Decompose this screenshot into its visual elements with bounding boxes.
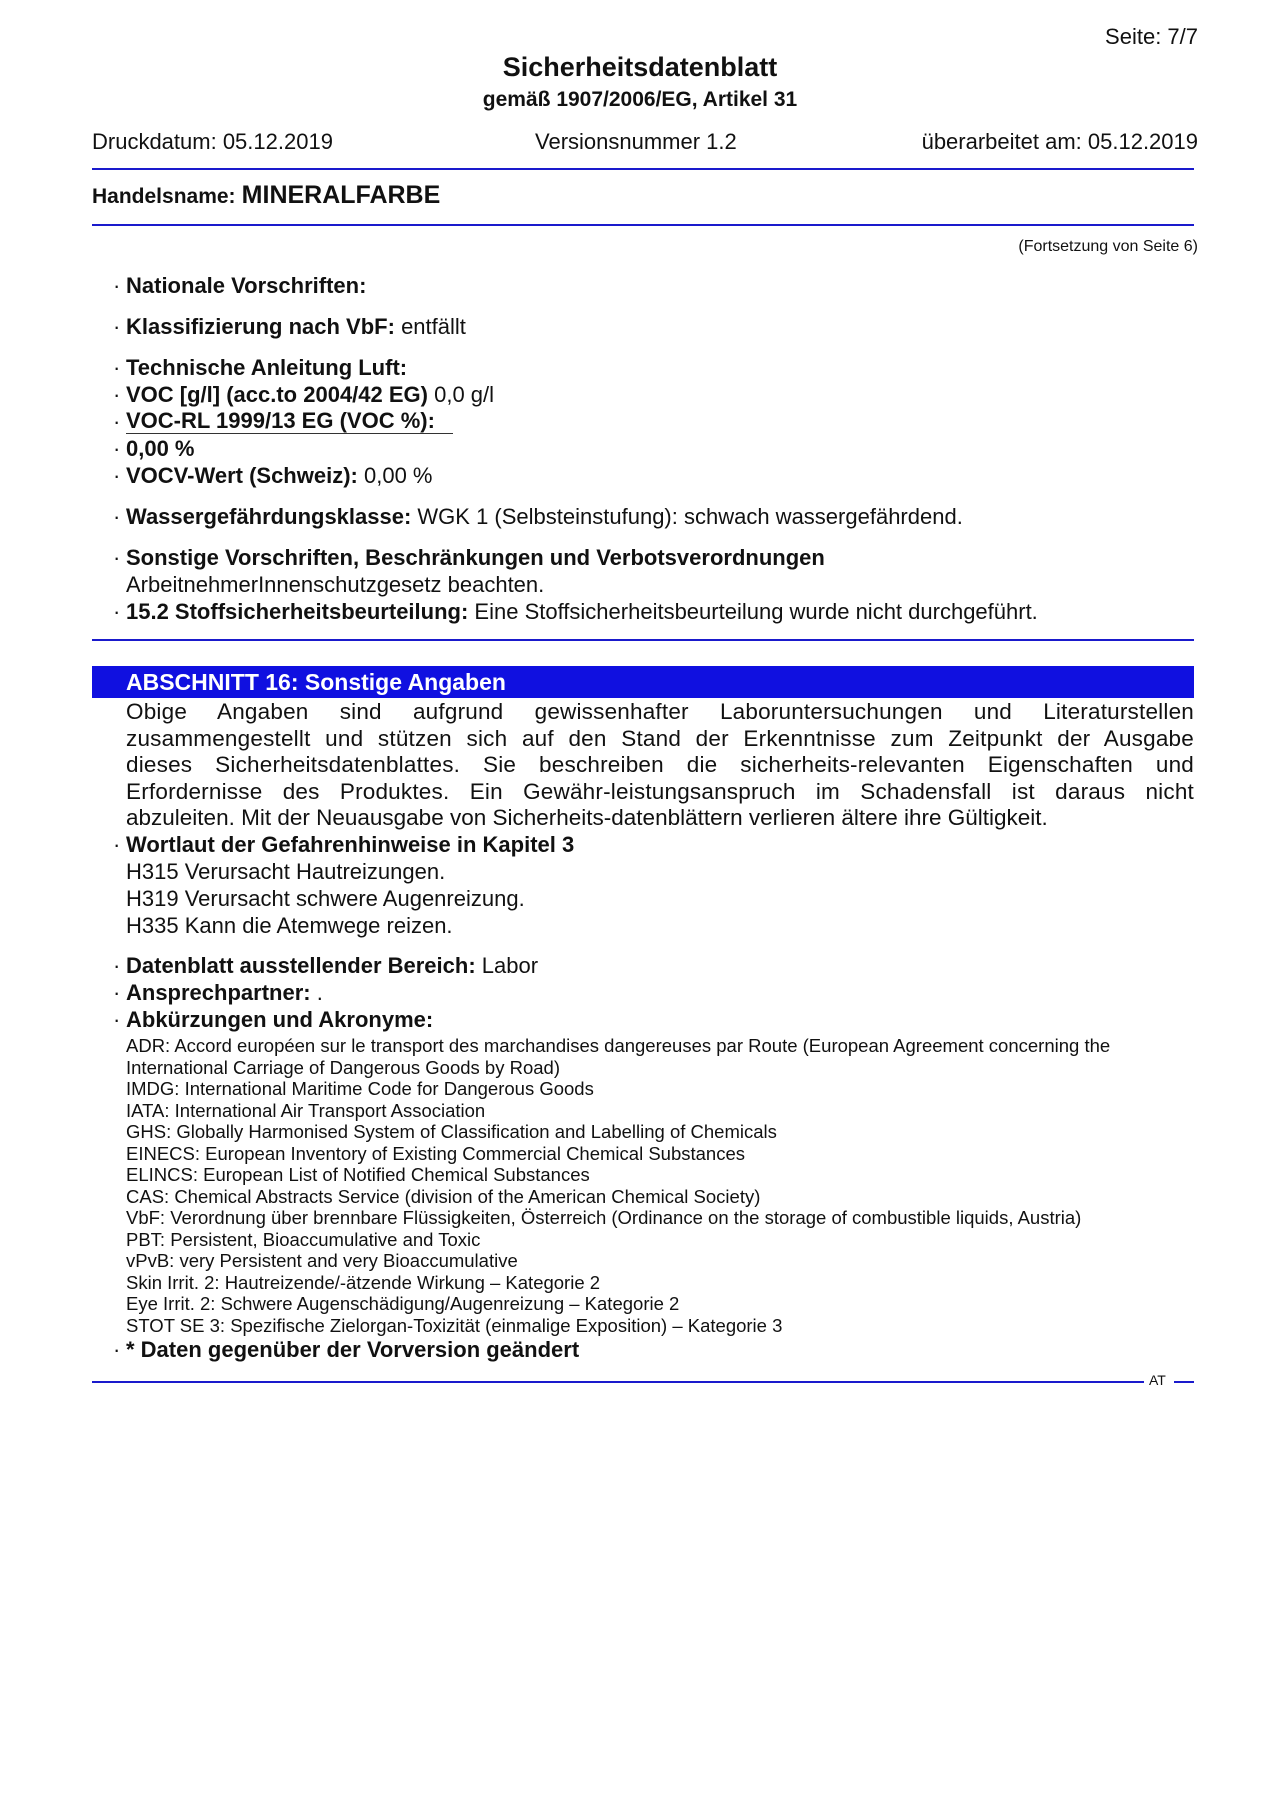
bullet: · xyxy=(113,599,121,624)
csa-value: Eine Stoffsicherheitsbeurteilung wurde nicht durchgeführt. xyxy=(474,599,1038,624)
voc-percent-value: 0,00 % xyxy=(126,436,195,461)
country-code: AT xyxy=(1149,1372,1166,1388)
abbreviation-line: EINECS: European Inventory of Existing Commercial Chemical Substances xyxy=(126,1142,745,1164)
abbreviation-line: International Carriage of Dangerous Goods by Road) xyxy=(126,1056,560,1078)
contact-value: . xyxy=(316,980,323,1005)
issuer-label: Datenblatt ausstellender Bereich: xyxy=(126,953,476,978)
changed-data-note: * Daten gegenüber der Vorversion geändert xyxy=(126,1337,580,1362)
voc-label: VOC [g/l] (acc.to 2004/42 EG) xyxy=(126,382,428,407)
vbf-label: Klassifizierung nach VbF: xyxy=(126,314,395,339)
bullet: · xyxy=(113,1007,121,1032)
section-15-end-rule xyxy=(92,639,1194,641)
document-title: Sicherheitsdatenblatt xyxy=(502,52,778,82)
bullet: · xyxy=(113,1337,121,1362)
abbreviation-line: ADR: Accord européen sur le transport des marchandises dangereuses par Route (European Agreement concerning the xyxy=(126,1035,1111,1056)
other-regulations-heading: Sonstige Vorschriften, Beschränkungen und Verbotsverordnungen xyxy=(126,545,825,570)
trade-name-rule xyxy=(92,224,1194,226)
vocv-value: 0,00 % xyxy=(363,463,433,488)
wgk-row xyxy=(126,504,963,530)
abbreviation-line: PBT: Persistent, Bioaccumulative and Toxic xyxy=(126,1228,481,1250)
print-date: Druckdatum: 05.12.2019 xyxy=(92,129,333,154)
paragraph-line: Erfordernisse des Produktes. Ein Gewähr-leistungsanspruch im Schadensfall ist daraus nicht xyxy=(126,778,1194,804)
bullet: · xyxy=(113,504,121,529)
issuer-value: Labor xyxy=(481,953,539,978)
page-number: Seite: 7/7 xyxy=(1105,24,1198,49)
wgk-value: WGK 1 (Selbsteinstufung): schwach wassergefährdend. xyxy=(417,504,963,529)
voc-rl-heading: VOC-RL 1999/13 EG (VOC %): xyxy=(126,409,453,434)
footer-rule-end xyxy=(1174,1381,1194,1383)
abbreviation-line: IATA: International Air Transport Association xyxy=(126,1099,486,1121)
paragraph-line: Obige Angaben sind aufgrund gewissenhafter Laboruntersuchungen und Literaturstellen xyxy=(126,699,1194,724)
wgk-label: Wassergefährdungsklasse: xyxy=(126,504,412,529)
hazard-statement: H335 Kann die Atemwege reizen. xyxy=(126,913,453,938)
trade-name-label: Handelsname: xyxy=(92,185,236,208)
bullet: · xyxy=(113,980,121,1005)
abbreviation-line: CAS: Chemical Abstracts Service (division of the American Chemical Society) xyxy=(126,1185,761,1207)
bullet: · xyxy=(113,832,121,857)
footer-rule xyxy=(92,1381,1144,1383)
other-regulations-text: ArbeitnehmerInnenschutzgesetz beachten. xyxy=(126,572,545,597)
abbreviation-line: ELINCS: European List of Notified Chemical Substances xyxy=(126,1164,590,1185)
voc-value: 0,0 g/l xyxy=(434,382,495,407)
bullet: · xyxy=(113,314,121,339)
bullet: · xyxy=(113,953,121,978)
disclaimer-paragraph xyxy=(126,699,1194,832)
abbreviation-line: GHS: Globally Harmonised System of Classification and Labelling of Chemicals xyxy=(126,1121,777,1142)
bullet: · xyxy=(113,273,121,298)
abbreviation-line: vPvB: very Persistent and very Bioaccumulative xyxy=(126,1250,518,1271)
trade-name-row xyxy=(92,181,440,210)
hazard-statements-heading: Wortlaut der Gefahrenhinweise in Kapitel 3 xyxy=(126,832,575,857)
paragraph-line: abzuleiten. Mit der Neuausgabe von Sicherheits-datenblättern verlieren ältere ihre Gültigkeit. xyxy=(126,805,1048,830)
vocv-label: VOCV-Wert (Schweiz): xyxy=(126,463,358,488)
bullet: · xyxy=(113,436,121,461)
continuation-note: (Fortsetzung von Seite 6) xyxy=(1018,238,1198,255)
vbf-value: entfällt xyxy=(401,314,466,339)
contact-label: Ansprechpartner: xyxy=(126,980,311,1005)
abbreviation-line: Eye Irrit. 2: Schwere Augenschädigung/Augenreizung – Kategorie 2 xyxy=(126,1293,680,1314)
section-16-title: ABSCHNITT 16: Sonstige Angaben xyxy=(126,669,506,695)
bullet: · xyxy=(113,409,121,434)
bullet: · xyxy=(113,463,121,488)
abbreviation-line: IMDG: International Maritime Code for Dangerous Goods xyxy=(126,1078,594,1099)
document-subtitle: gemäß 1907/2006/EG, Artikel 31 xyxy=(482,88,798,111)
issuer-row xyxy=(126,953,538,979)
contact-row xyxy=(126,980,323,1006)
abbreviations-list xyxy=(126,1035,1194,1336)
section-16-header xyxy=(92,666,1194,698)
paragraph-line: zusammengestellt und stützen sich auf den Stand der Erkenntnisse zum Zeitpunkt der Ausgabe xyxy=(126,725,1194,751)
bullet: · xyxy=(113,545,121,570)
hazard-statement: H315 Verursacht Hautreizungen. xyxy=(126,859,446,884)
vocv-row xyxy=(126,463,432,489)
version-number: Versionsnummer 1.2 xyxy=(535,129,737,154)
bullet: · xyxy=(113,355,121,380)
abbreviations-heading: Abkürzungen und Akronyme: xyxy=(126,1007,434,1032)
voc-row xyxy=(126,382,494,408)
national-regulations-heading: Nationale Vorschriften: xyxy=(126,273,367,298)
chemical-safety-assessment-row xyxy=(126,599,1038,625)
bullet: · xyxy=(113,382,121,407)
revision-date: überarbeitet am: 05.12.2019 xyxy=(921,129,1198,154)
abbreviation-line: STOT SE 3: Spezifische Zielorgan-Toxizität (einmalige Exposition) – Kategorie 3 xyxy=(126,1314,783,1336)
trade-name-value: MINERALFARBE xyxy=(241,181,441,209)
abbreviation-line: Skin Irrit. 2: Hautreizende/-ätzende Wirkung – Kategorie 2 xyxy=(126,1271,601,1293)
abbreviation-line: VbF: Verordnung über brennbare Flüssigkeiten, Österreich (Ordinance on the storage of combustible liquids, Austria) xyxy=(126,1207,1082,1228)
header-rule xyxy=(92,168,1194,170)
csa-label: 15.2 Stoffsicherheitsbeurteilung: xyxy=(126,599,469,624)
ta-luft-heading: Technische Anleitung Luft: xyxy=(126,355,408,380)
hazard-statement: H319 Verursacht schwere Augenreizung. xyxy=(126,886,525,911)
vbf-row xyxy=(126,314,466,340)
paragraph-line: dieses Sicherheitsdatenblattes. Sie beschreiben die sicherheits-relevanten Eigenschaften und xyxy=(126,752,1194,777)
